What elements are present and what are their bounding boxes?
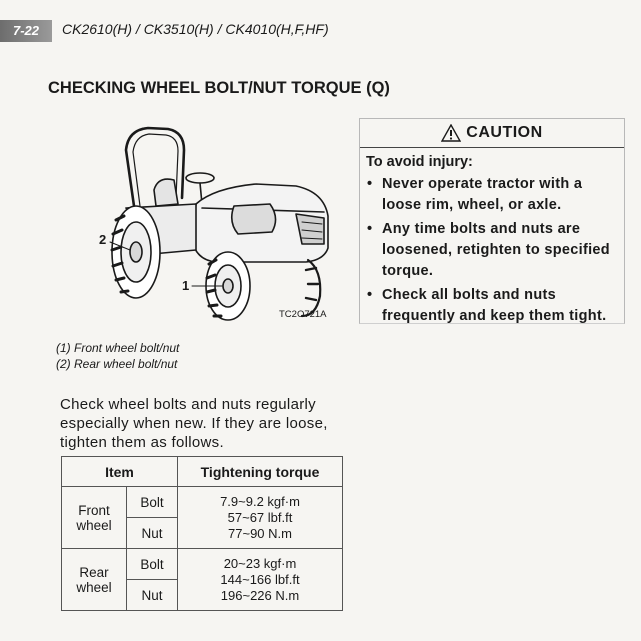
row-label-front: Front wheel — [62, 487, 127, 549]
caution-item-text: Never operate tractor with a loose rim, wheel, or axle. — [382, 176, 583, 213]
table-row — [62, 549, 343, 580]
torque-value: 144~166 lbf.ft — [220, 571, 300, 587]
warning-triangle-icon — [441, 124, 461, 142]
part-bolt: Bolt — [127, 487, 178, 518]
illustration-code: TC2O721A — [279, 309, 327, 320]
table-row — [62, 487, 343, 518]
table-header-row — [62, 457, 343, 487]
torque-value: 77~90 N.m — [228, 525, 292, 541]
caution-item-text: Check all bolts and nuts frequently and keep them tight. — [382, 287, 607, 324]
torque-value: 57~67 lbf.ft — [227, 509, 293, 525]
torque-value: 20~23 kgf·m — [223, 555, 297, 571]
caution-item — [366, 285, 618, 327]
part-nut: Nut — [127, 580, 178, 611]
model-line: CK2610(H) / CK3510(H) / CK4010(H,F,HF) — [62, 21, 329, 37]
caution-item — [366, 219, 618, 282]
callout-1: 1 — [182, 278, 190, 293]
part-nut: Nut — [127, 518, 178, 549]
caution-list — [360, 174, 624, 327]
bullet-icon: • — [367, 221, 373, 237]
row-label-rear: Rear wheel — [62, 549, 127, 611]
torque-value: 196~226 N.m — [220, 587, 300, 603]
legend-item: (1) Front wheel bolt/nut — [56, 341, 180, 355]
torque-table — [61, 456, 343, 611]
header-torque: Tightening torque — [178, 457, 343, 487]
section-title: CHECKING WHEEL BOLT/NUT TORQUE (Q) — [48, 79, 390, 97]
tractor-illustration — [96, 120, 342, 326]
caution-item — [366, 174, 618, 216]
torque-value: 7.9~9.2 kgf·m — [220, 493, 300, 509]
caution-box — [359, 118, 625, 324]
torque-rear — [178, 549, 343, 611]
callout-2: 2 — [99, 232, 107, 247]
header-item: Item — [62, 457, 178, 487]
page-number: 7-22 — [0, 20, 52, 42]
bullet-icon: • — [367, 287, 373, 303]
instruction-text: Check wheel bolts and nuts regularly especially when new. If they are loose, tighten them as follows. — [60, 396, 328, 451]
legend-item: (2) Rear wheel bolt/nut — [56, 357, 178, 371]
bullet-icon: • — [367, 176, 373, 192]
part-bolt: Bolt — [127, 549, 178, 580]
caution-header — [360, 119, 624, 148]
caution-title: CAUTION — [466, 124, 543, 141]
caution-intro: To avoid injury: — [366, 154, 473, 170]
caution-item-text: Any time bolts and nuts are loosened, retighten to specified torque. — [382, 221, 610, 279]
torque-front — [178, 487, 343, 549]
